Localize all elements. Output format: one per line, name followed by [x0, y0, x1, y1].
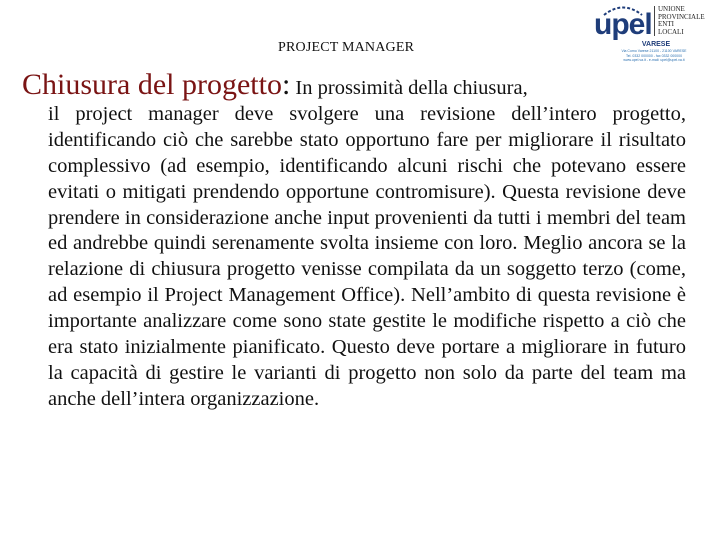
- slide-content: [22, 68, 686, 413]
- body-paragraph: il project manager deve svolgere una revisione dell’intero progetto, identificando ciò che sarebbe stato opportuno fare per migliorare il risultato complessivo (ad esempio, identificando alcuni rischi che potevano essere evitati o mitigati prendendo opportune contromisure). Questa revisione deve prendere in considerazione anche input provenienti da tutti i membri del team ed andrebbe quindi serenamente svolta insieme con loro. Meglio ancora se la relazione di chiusura progetto venisse compilata da un soggetto terzo (come, ad esempio il Project Management Office). Nell’ambito di questa revisione è importante analizzare come sono state gestite le modifiche rispetto a ciò che era stato inizialmente pianificato. Questo deve portare a migliorare in futuro la capacità di gestire le varianti di progetto non solo da parte del team ma anche dell’intera organizzazione.: [48, 102, 686, 410]
- upel-logo: [592, 2, 716, 66]
- logo-side-line: PROVINCIALE: [658, 12, 705, 21]
- logo-fine-line: www.upel.va.it - e-mail: upel@upel.va.it: [623, 58, 685, 62]
- lead-text: In prossimità della chiusura,: [295, 77, 528, 99]
- logo-fine-line: Tel. 0332 000000 - fax 0332 000000: [625, 53, 683, 58]
- heading-colon: :: [281, 68, 291, 101]
- logo-side-text: [654, 6, 705, 36]
- heading-line: [22, 68, 686, 102]
- logo-city: VARESE: [641, 41, 671, 48]
- section-heading: Chiusura del progetto: [22, 68, 282, 101]
- logo-side-line: LOCALI: [658, 27, 684, 36]
- logo-mark: upel: [594, 8, 652, 41]
- logo-side-line: UNIONE: [658, 5, 685, 13]
- logo-side-line: ENTI: [658, 20, 674, 28]
- logo-fine-line: Via Como Varese 21100 - 21100 VARESE: [621, 49, 687, 53]
- logo-fine-print: [592, 49, 716, 63]
- page-header-title: PROJECT MANAGER: [278, 40, 415, 55]
